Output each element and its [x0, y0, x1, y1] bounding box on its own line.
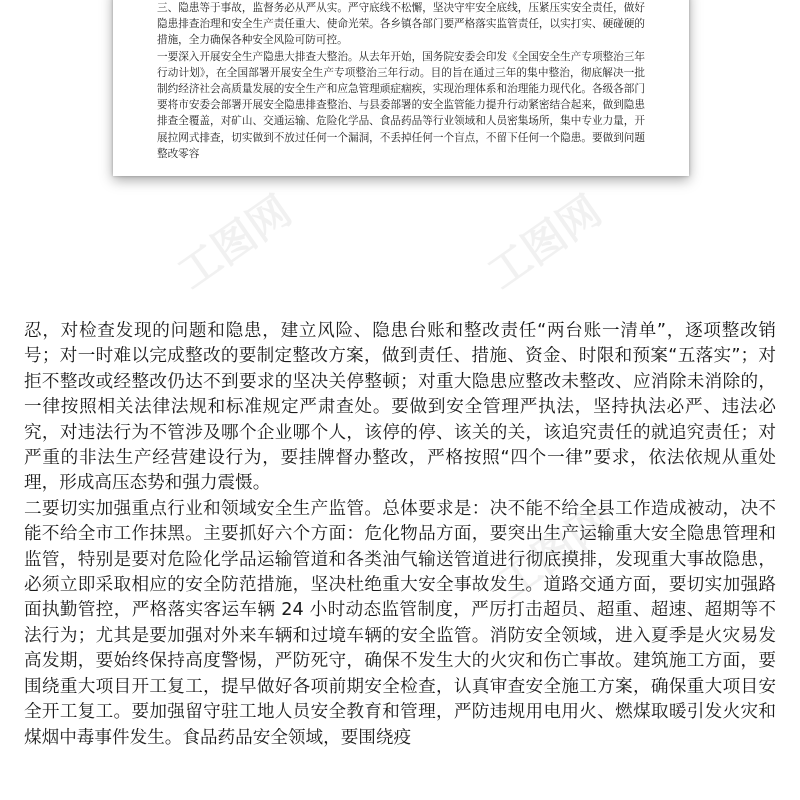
preview-paragraph-1: 三、隐患等于事故，监督务必从严从实。严守底线不松懈，坚决守牢安全底线，压紧压实安全责任，做好隐患排查治理和安全生产责任重大、使命光荣。各乡镇各部门要严格落实监管责任，以实打实、硬碰硬的措施，全力确保各种安全风险可防可控。: [157, 2, 645, 47]
document-preview-card: [113, 0, 689, 176]
body-paragraph-1: 忍，对检查发现的问题和隐患，建立风险、隐患台账和整改责任“两台账一清单”，逐项整改销号；对一时难以完成整改的要制定整改方案，做到责任、措施、资金、时限和预案“五落实”；对拒不整改或经整改仍达不到要求的坚决关停整顿；对重大隐患应整改未整改、应消除未消除的，一律按照相关法律法规和标准规定严肃查处。要做到安全管理严执法，坚持执法必严、违法必究，对违法行为不管涉及哪个企业哪个人，该停的停、该关的关，该追究责任的就追究责任；对严重的非法生产经营建设行为，要挂牌督办整改，严格按照“四个一律”要求，依法依规从重处理，形成高压态势和强力震慑。: [24, 321, 776, 494]
preview-paragraph-2: 一要深入开展安全生产隐患大排查大整治。从去年开始，国务院安委会印发《全国安全生产专项整治三年行动计划》，在全国部署开展安全生产专项整治三年行动。目的旨在通过三年的集中整治，彻底解决一批制约经济社会高质量发展的安全生产和应急管理顽症痼疾，实现治理体系和治理能力现代化。各级各部门要将市安委会部署开展安全隐患排查整治、与县委部署的安全监管能力提升行动紧密结合起来，做到隐患排查全覆盖，对矿山、交通运输、危险化学品、食品药品等行业领域和人员密集场所，集中专业力量，开展拉网式排查，切实做到不放过任何一个漏洞，不丢掉任何一个盲点，不留下任何一个隐患。要做到问题整改零容: [157, 50, 645, 160]
watermark-1: 工图网: [168, 185, 301, 299]
body-paragraph-2: 二要切实加强重点行业和领域安全生产监管。总体要求是：决不能不给全县工作造成被动，决不能不给全市工作抹黑。主要抓好六个方面：危化物品方面，要突出生产运输重大安全隐患管理和监管，特别是要对危险化学品运输管道和各类油气输送管道进行彻底摸排，发现重大事故隐患，必须立即采取相应的安全防范措施，坚决杜绝重大安全事故发生。道路交通方面，要切实加强路面执勤管控，严格落实客运车辆 24 小时动态监管制度，严厉打击超员、超重、超速、超期等不法行为；尤其是要加强对外来车辆和过境车辆的安全监管。消防安全领域，进入夏季是火灾易发高发期，要始终保持高度警惕，严防死守，确保不发生大的火灾和伤亡事故。建筑施工方面，要围绕重大项目开工复工，提早做好各项前期安全检查，认真审查安全施工方案，确保重大项目安全开工复工。要加强留守驻工地人员安全教育和管理，严防违规用电用火、燃煤取暖引发火灾和煤烟中毒事件发生。食品药品安全领域，要围绕疫: [24, 498, 776, 748]
document-body: [24, 319, 776, 751]
watermark-3: 工图网: [488, 495, 621, 609]
watermark-2: 工图网: [478, 185, 611, 299]
